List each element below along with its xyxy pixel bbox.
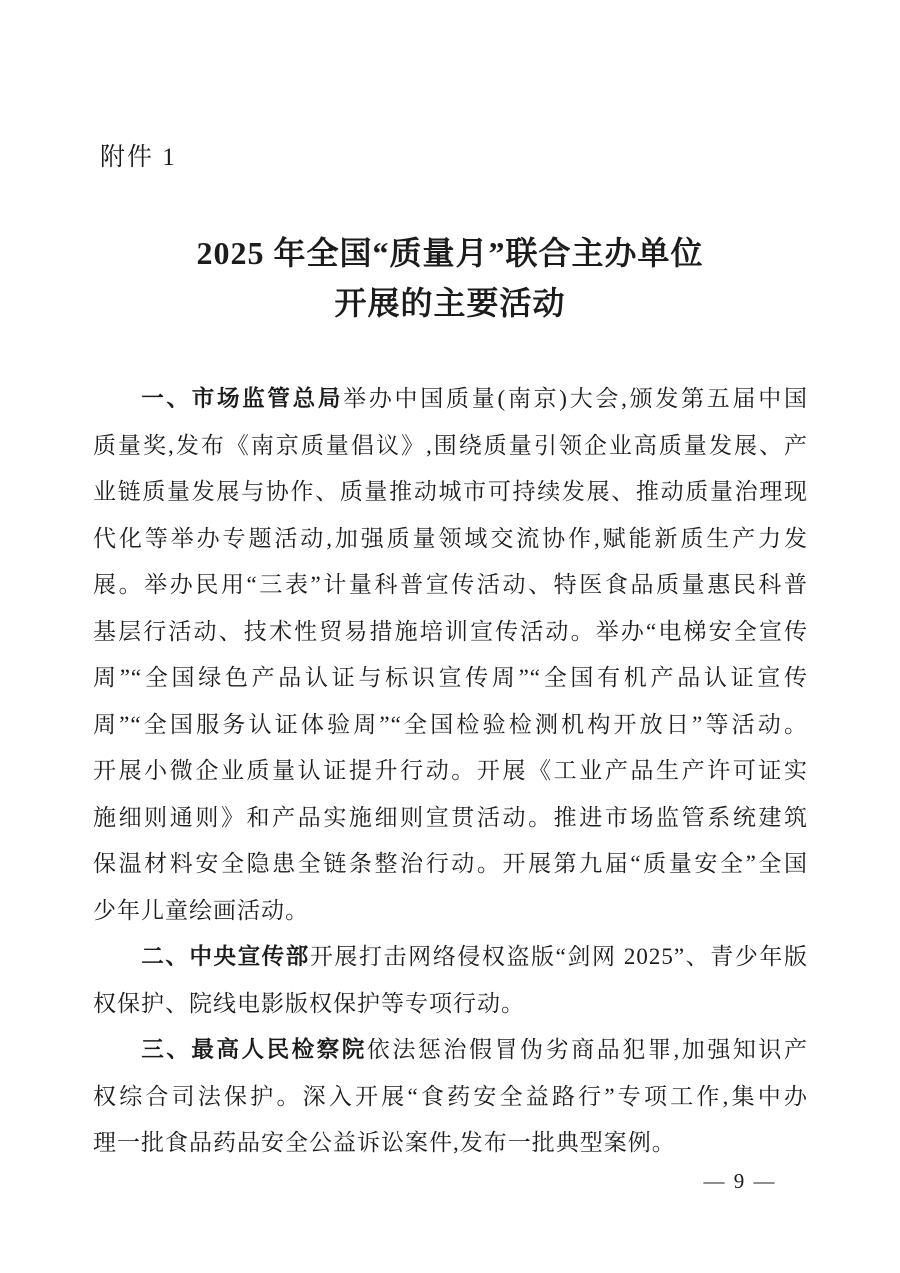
body-line: 理一批食品药品安全公益诉讼案件,发布一批典型案例。	[93, 1130, 676, 1155]
paragraph	[93, 1027, 808, 1167]
body-line-text: 开展打击网络侵权盗版“剑网 2025”、青少年版	[309, 944, 808, 969]
attachment-label: 附件 1	[100, 144, 177, 171]
body-line: 代化等举办专题活动,加强质量领域交流协作,赋能新质生产力发	[93, 525, 808, 551]
page-number: — 9 —	[703, 1169, 777, 1193]
body-line-text: 举办中国质量(南京)大会,颁发第五届中国	[343, 386, 808, 411]
body-line	[93, 934, 808, 981]
body-line	[93, 376, 808, 423]
document-title	[0, 228, 900, 328]
body-line: 基层行活动、技术性贸易措施培训宣传活动。举办“电梯安全宣传	[93, 618, 808, 644]
body-line: 周”“全国服务认证体验周”“全国检验检测机构开放日”等活动。	[93, 711, 808, 737]
body-line: 权综合司法保护。深入开展“食药安全益路行”专项工作,集中办	[93, 1083, 808, 1109]
body-line: 少年儿童绘画活动。	[93, 897, 309, 923]
title-line-2: 开展的主要活动	[334, 285, 566, 321]
paragraph-lead: 二、中央宣传部	[141, 944, 310, 969]
document-body	[93, 376, 808, 1167]
body-line: 展。举办民用“三表”计量科普宣传活动、特医食品质量惠民科普	[93, 572, 808, 597]
body-line	[93, 1027, 808, 1074]
body-line: 权保护、院线电影版权保护等专项行动。	[93, 990, 525, 1016]
paragraph-lead: 一、市场监管总局	[141, 386, 344, 411]
body-line: 开展小微企业质量认证提升行动。开展《工业产品生产许可证实	[93, 758, 808, 783]
paragraph	[93, 934, 808, 1027]
body-line-text: 依法惩治假冒伪劣商品犯罪,加强知识产	[366, 1037, 808, 1062]
title-line-1: 2025 年全国“质量月”联合主办单位	[196, 235, 704, 271]
body-line: 业链质量发展与协作、质量推动城市可持续发展、推动质量治理现	[93, 479, 808, 504]
body-line: 质量奖,发布《南京质量倡议》,围绕质量引领企业高质量发展、产	[93, 432, 808, 458]
body-line: 保温材料安全隐患全链条整治行动。开展第九届“质量安全”全国	[93, 851, 808, 876]
paragraph-lead: 三、最高人民检察院	[141, 1037, 367, 1062]
body-line: 周”“全国绿色产品认证与标识宣传周”“全国有机产品认证宣传	[93, 665, 808, 690]
paragraph	[93, 376, 808, 934]
body-line: 施细则通则》和产品实施细则宣贯活动。推进市场监管系统建筑	[93, 804, 808, 830]
